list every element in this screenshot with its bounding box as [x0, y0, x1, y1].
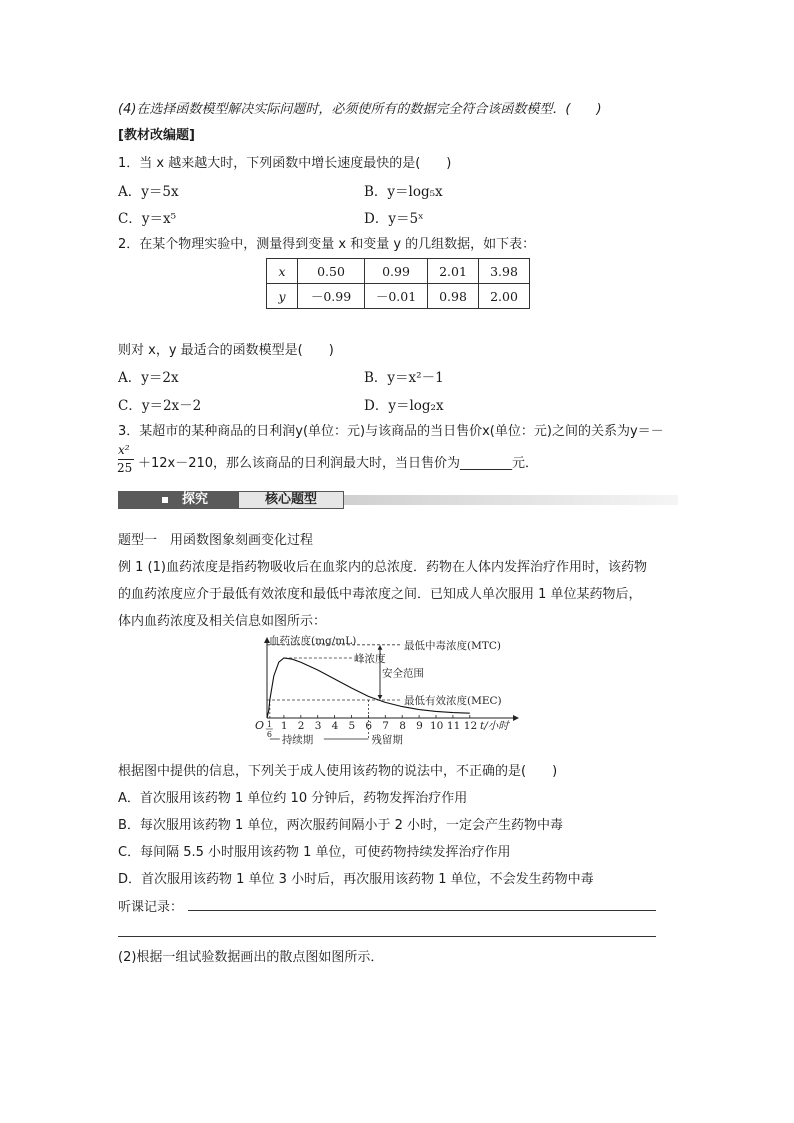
example-1-line1: 例 1 (1)血药浓度是指药物吸收后在血浆内的总浓度．药物在人体内发挥治疗作用时，该药物 — [118, 560, 647, 575]
x-axis-label: t/小时 — [480, 720, 509, 732]
problem-3-line1: 3．某超市的某种商品的日利润y(单位：元)与该商品的当日售价x(单位：元)之间的关系为y＝－ — [118, 424, 664, 439]
problem-2-ask: 则对 x，y 最适合的函数模型是( ) — [118, 343, 334, 358]
banner-explore-label: 探究 — [182, 492, 209, 507]
data-table — [266, 258, 530, 309]
example-1-option-b: B．每次服用该药物 1 单位，两次服药间隔小于 2 小时，一定会产生药物中毒 — [118, 818, 563, 833]
type-1-title: 题型一 用函数图象刻画变化过程 — [118, 533, 314, 548]
problem-1-option-d: D．y＝5ˣ — [364, 211, 424, 227]
table-cell: 0.50 — [298, 259, 365, 284]
x-tick-label: 2 — [297, 720, 305, 732]
example-1-option-a: A．首次服用该药物 1 单位约 10 分钟后，药物发挥治疗作用 — [118, 791, 468, 806]
table-header-x: x — [267, 259, 298, 284]
notes-line-1[interactable] — [188, 910, 656, 911]
problem-2-option-d: D．y＝log₂x — [364, 398, 444, 414]
x-tick-label: 5 — [348, 720, 356, 732]
x-tick-label: 6 — [365, 720, 373, 732]
problem-1-option-b: B．y＝log₅x — [364, 184, 443, 200]
origin-label: O — [255, 719, 265, 732]
problem-2-option-b: B．y＝x²－1 — [364, 370, 444, 386]
x-tick-label: 4 — [331, 720, 339, 732]
residual-label: 残留期 — [371, 734, 403, 746]
banner-fade — [344, 495, 678, 505]
example-1-line3: 体内血药浓度及相关信息如图所示： — [118, 614, 327, 629]
x-tick-label: 11 — [446, 720, 461, 732]
tick-fraction-numerator: 1 — [266, 720, 272, 729]
example-1-ask: 根据图中提供的信息，下列关于成人使用该药物的说法中，不正确的是( ) — [118, 764, 558, 779]
fraction-denominator: 25 — [117, 461, 133, 475]
problem-2-stem: 2．在某个物理实验中，测量得到变量 x 和变量 y 的几组数据，如下表： — [118, 237, 536, 252]
problem-1-option-c: C．y＝x⁵ — [118, 211, 176, 227]
fraction-bar — [118, 459, 134, 460]
table-cell: －0.01 — [365, 284, 428, 309]
table-cell: －0.99 — [298, 284, 365, 309]
problem-1-stem: 1．当 x 越来越大时，下列函数中增长速度最快的是( ) — [118, 156, 452, 171]
y-axis-label: 血药浓度(mg/mL) — [269, 635, 357, 647]
section-banner — [118, 491, 678, 509]
section-textbook: [教材改编题] — [118, 128, 195, 143]
example-1-option-d: D．首次服用该药物 1 单位 3 小时后，再次服用该药物 1 单位，不会发生药物中毒 — [118, 872, 594, 887]
x-tick-label: 8 — [399, 720, 406, 732]
table-row — [267, 259, 530, 284]
duration-label: 持续期 — [281, 734, 314, 746]
problem-1-option-a: A．y＝5x — [118, 184, 179, 200]
table-cell: 2.01 — [428, 259, 479, 284]
table-cell: 0.98 — [428, 284, 479, 309]
problem-3-line2: ＋12x－210，那么该商品的日利润最大时，当日售价为________元． — [138, 456, 539, 471]
banner-explore — [118, 491, 238, 509]
x-tick-label: 12 — [463, 720, 478, 732]
x-tick-label: 9 — [416, 720, 423, 732]
x-tick-label: 10 — [430, 720, 444, 732]
concentration-chart — [230, 632, 560, 748]
fraction-numerator: x² — [118, 443, 130, 457]
question-4: (4)在选择函数模型解决实际问题时，必须使所有的数据完全符合该函数模型．( ) — [118, 102, 602, 117]
problem-2-option-c: C．y＝2x－2 — [118, 398, 202, 414]
mtc-label: 最低中毒浓度(MTC) — [404, 639, 501, 652]
mec-label: 最低有效浓度(MEC) — [404, 695, 502, 707]
example-1-part-2: (2)根据一组试验数据画出的散点图如图所示． — [118, 950, 384, 965]
square-icon — [162, 497, 168, 503]
example-1-line2: 的血药浓度应介于最低有效浓度和最低中毒浓度之间．已知成人单次服用 1 单位某药物后， — [118, 587, 642, 602]
x-tick-label: 7 — [382, 720, 389, 732]
x-tick-label: 3 — [314, 720, 322, 732]
notes-label: 听课记录： — [118, 900, 184, 915]
table-header-y: y — [267, 284, 298, 309]
example-1-option-c: C．每间隔 5.5 小时服用该药物 1 单位，可使药物持续发挥治疗作用 — [118, 845, 511, 860]
x-tick-label: 1 — [280, 720, 288, 732]
table-cell: 3.98 — [479, 259, 530, 284]
table-row — [267, 284, 530, 309]
problem-2-option-a: A．y＝2x — [118, 370, 179, 386]
tick-fraction-denominator: 6 — [266, 730, 272, 739]
table-cell: 2.00 — [479, 284, 530, 309]
peak-label: 峰浓度 — [354, 653, 386, 665]
notes-line-2[interactable] — [118, 936, 656, 937]
banner-core-types: 核心题型 — [238, 491, 344, 509]
table-cell: 0.99 — [365, 259, 428, 284]
safe-range-label: 安全范围 — [382, 667, 424, 680]
